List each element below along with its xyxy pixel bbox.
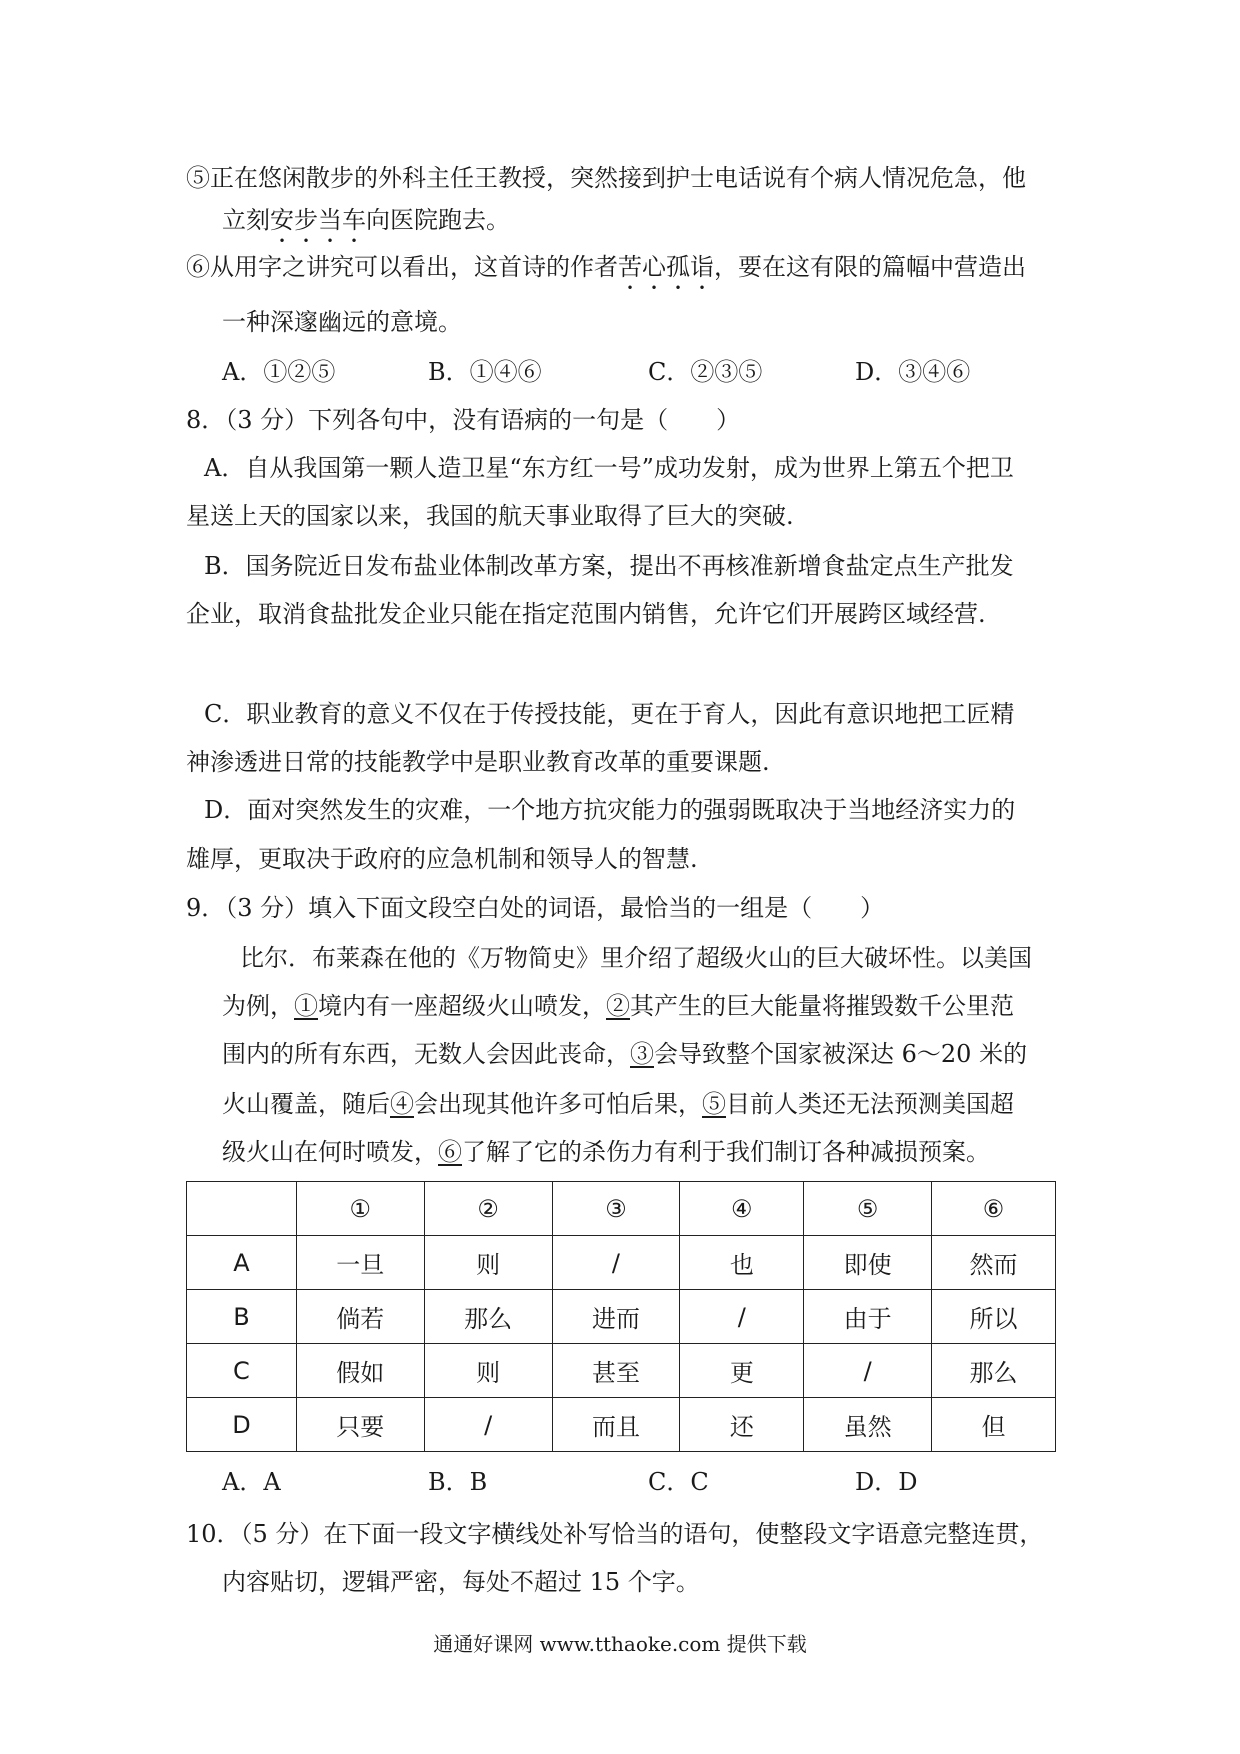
q9-stem: 9．（3 分）填入下面文段空白处的词语，最恰当的一组是（ ）: [186, 894, 885, 922]
q9-blank-6: ⑥: [438, 1138, 462, 1166]
q9-text: 围内的所有东西，无数人会因此丧命，: [222, 1040, 630, 1068]
q9-text: 其产生的巨大能量将摧毁数千公里范: [630, 992, 1014, 1020]
q7-item6-dotted-phrase: 苦心孤诣: [618, 253, 714, 281]
q8-option-a-line2: 星送上天的国家以来，我国的航天事业取得了巨大的突破.: [186, 502, 794, 530]
q7-item6-line2: 一种深邃幽远的意境。: [222, 308, 462, 336]
table-header-cell: ③: [552, 1182, 680, 1236]
table-row-label: A: [187, 1236, 297, 1290]
table-cell: 则: [424, 1344, 552, 1398]
q9-passage-line1: 比尔．布莱森在他的《万物简史》里介绍了超级火山的巨大破坏性。以美国: [240, 944, 1032, 972]
q9-option-a: A．A: [222, 1468, 281, 1496]
table-cell: /: [552, 1236, 680, 1290]
table-cell: 则: [424, 1236, 552, 1290]
table-cell: 假如: [296, 1344, 424, 1398]
q9-answer-table: [186, 1181, 1056, 1452]
table-cell: 倘若: [296, 1290, 424, 1344]
q9-blank-1: ①: [294, 992, 318, 1020]
q8-stem: 8．（3 分）下列各句中，没有语病的一句是（ ）: [186, 406, 741, 434]
table-cell: [187, 1182, 297, 1236]
q9-option-c: C．C: [648, 1468, 709, 1496]
q9-text: 目前人类还无法预测美国超: [726, 1090, 1014, 1118]
table-cell: /: [424, 1398, 552, 1452]
q8-option-d-line2: 雄厚，更取决于政府的应急机制和领导人的智慧.: [186, 845, 698, 873]
table-cell: 然而: [932, 1236, 1056, 1290]
table-cell: 而且: [552, 1398, 680, 1452]
table-cell: /: [804, 1344, 932, 1398]
table-cell: 甚至: [552, 1344, 680, 1398]
table-cell: 由于: [804, 1290, 932, 1344]
q10-stem-line1: 10．（5 分）在下面一段文字横线处补写恰当的语句，使整段文字语意完整连贯，: [186, 1520, 1044, 1548]
table-cell: /: [680, 1290, 804, 1344]
table-cell: 还: [680, 1398, 804, 1452]
table-cell: 那么: [424, 1290, 552, 1344]
table-row: [187, 1236, 1056, 1290]
q9-blank-4: ④: [390, 1090, 414, 1118]
q7-item6-post: ，要在这有限的篇幅中营造出: [714, 253, 1026, 281]
q9-blank-5: ⑤: [702, 1090, 726, 1118]
table-cell: 一旦: [296, 1236, 424, 1290]
q7-item5-pre: 立刻: [222, 206, 270, 234]
table-header-cell: ②: [424, 1182, 552, 1236]
q9-text: 会导致整个国家被深达 6～20 米的: [654, 1040, 1028, 1068]
q7-item5-post: 向医院跑去。: [366, 206, 510, 234]
table-row-label: B: [187, 1290, 297, 1344]
table-cell: 进而: [552, 1290, 680, 1344]
q7-option-c: C．②③⑤: [648, 358, 763, 386]
q9-text: 了解了它的杀伤力有利于我们制订各种减损预案。: [462, 1138, 990, 1166]
table-row-label: C: [187, 1344, 297, 1398]
q7-item6-line1: [186, 251, 1026, 295]
table-cell: 虽然: [804, 1398, 932, 1452]
q9-text: 级火山在何时喷发，: [222, 1138, 438, 1166]
table-cell: 更: [680, 1344, 804, 1398]
table-row: [187, 1344, 1056, 1398]
q7-option-d: D．③④⑥: [855, 358, 971, 386]
q7-option-b: B．①④⑥: [428, 358, 542, 386]
q9-passage-line4: [222, 1088, 1014, 1120]
q9-text: 会出现其他许多可怕后果，: [414, 1090, 702, 1118]
q9-blank-2: ②: [606, 992, 630, 1020]
table-cell: 但: [932, 1398, 1056, 1452]
q8-option-a-line1: A．自从我国第一颗人造卫星“东方红一号”成功发射，成为世界上第五个把卫: [204, 454, 1014, 482]
q9-option-d: D．D: [855, 1468, 918, 1496]
table-header-row: [187, 1182, 1056, 1236]
table-cell: 只要: [296, 1398, 424, 1452]
table-row-label: D: [187, 1398, 297, 1452]
q7-item5-line2: [222, 204, 510, 248]
q9-options: [0, 1466, 1240, 1498]
q9-option-b: B．B: [428, 1468, 488, 1496]
q8-option-d-line1: D．面对突然发生的灾难，一个地方抗灾能力的强弱既取决于当地经济实力的: [204, 796, 1016, 824]
q9-text: 为例，: [222, 992, 294, 1020]
q8-option-c-line2: 神渗透进日常的技能教学中是职业教育改革的重要课题.: [186, 748, 770, 776]
table-cell: 即使: [804, 1236, 932, 1290]
q7-item5-dotted-phrase: 安步当车: [270, 206, 366, 234]
table-cell: 那么: [932, 1344, 1056, 1398]
q9-passage-line2: [222, 990, 1014, 1022]
table-cell: 所以: [932, 1290, 1056, 1344]
table-cell: 也: [680, 1236, 804, 1290]
q9-passage-line3: [222, 1038, 1027, 1070]
table-header-cell: ⑤: [804, 1182, 932, 1236]
q9-text: 境内有一座超级火山喷发，: [318, 992, 606, 1020]
table-header-cell: ⑥: [932, 1182, 1056, 1236]
q9-text: 火山覆盖，随后: [222, 1090, 390, 1118]
q9-blank-3: ③: [630, 1040, 654, 1068]
q7-options: [0, 356, 1240, 388]
table-row: [187, 1398, 1056, 1452]
q7-item5-line1: ⑤正在悠闲散步的外科主任王教授，突然接到护士电话说有个病人情况危急，他: [186, 164, 1026, 192]
q7-option-a: A．①②⑤: [222, 358, 336, 386]
q8-option-b-line2: 企业，取消食盐批发企业只能在指定范围内销售，允许它们开展跨区域经营.: [186, 600, 986, 628]
table-header-cell: ①: [296, 1182, 424, 1236]
q10-stem-line2: 内容贴切，逻辑严密，每处不超过 15 个字。: [222, 1568, 700, 1596]
q7-item6-pre: ⑥从用字之讲究可以看出，这首诗的作者: [186, 253, 618, 281]
q9-passage-line5: [222, 1136, 990, 1168]
q8-option-c-line1: C．职业教育的意义不仅在于传授技能，更在于育人，因此有意识地把工匠精: [204, 700, 1015, 728]
page-footer: 通通好课网 www.tthaoke.com 提供下载: [433, 1632, 807, 1656]
table-header-cell: ④: [680, 1182, 804, 1236]
table-row: [187, 1290, 1056, 1344]
q8-option-b-line1: B．国务院近日发布盐业体制改革方案，提出不再核准新增食盐定点生产批发: [204, 552, 1014, 580]
